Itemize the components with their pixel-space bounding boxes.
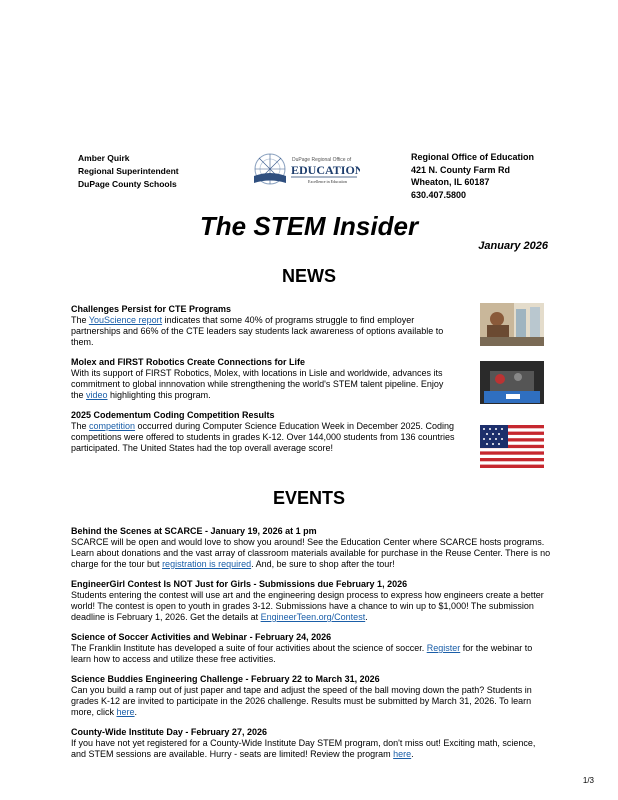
event-item [71,674,551,718]
news-item-text: The [71,421,90,431]
register-link[interactable]: Register [426,643,461,653]
news-item-text: The [71,315,89,325]
event-item-title: County-Wide Institute Day - February 27, 2026 [71,727,267,737]
logo-tagline: Excellence in Education [308,179,347,184]
superintendent-title: Regional Superintendent [78,166,179,176]
office-street: 421 N. County Farm Rd [411,164,511,175]
event-item-text: . [411,749,414,759]
news-item-body [71,368,457,401]
office-name: Regional Office of Education [411,152,535,162]
logo-top-text: DuPage Regional Office of [292,157,352,163]
superintendent-name: Amber Quirk [78,153,130,163]
office-address-block [411,151,534,201]
us-flag-photo [480,425,544,468]
office-city: Wheaton, IL 60187 [411,177,490,187]
news-item-text: indicates that some 40% of programs struggle to find employer partnerships and 66% of the CTE leaders say students lack awareness of options available to them. [71,315,444,347]
event-item-title: Science of Soccer Activities and Webinar - February 24, 2026 [71,632,332,642]
robot-photo [480,361,544,404]
news-item [71,357,457,401]
event-item-body [71,590,551,623]
superintendent-block [78,152,179,191]
engineerteen-link[interactable]: EngineerTeen.org/Contest [260,612,366,622]
event-item-text: SCARCE will be open and would love to show you around! See the Education Center where SCARCE hosts programs. Learn about donations and the vast array of classroom materials available for purchase in the Reuse Center. There is no charge for the tour but [71,537,551,569]
news-item-text: With its support of FIRST Robotics, Molex, with locations in Lisle and worldwide, advances its commitment to global innnovation while strengthening the world's STEM talent pipeline. Enjoy the [71,368,444,400]
news-item-title: Challenges Persist for CTE Programs [71,304,232,314]
event-item [71,526,551,570]
event-item-text: If you have not yet registered for a County-Wide Institute Day STEM program, don't miss out! Exciting math, science, and STEM sessions are available. Hurry - seats are limited! Review the program [71,738,536,759]
event-item [71,727,551,760]
event-item-text: The Franklin Institute has developed a suite of four activities about the science of soccer. [71,643,427,653]
district-name: DuPage County Schools [78,179,177,189]
news-item-title: Molex and FIRST Robotics Create Connections for Life [71,357,306,367]
event-item-text: Can you build a ramp out of just paper and tape and adjust the speed of the ball moving down the path? Students in grades K-12 are invited to participate in the 2026 challenge. Results must be submitted by March 31, 2026. To learn more, click [71,685,532,717]
event-item [71,579,551,623]
event-item-title: Behind the Scenes at SCARCE - January 19, 2026 at 1 pm [71,526,317,536]
event-item-body [71,738,551,760]
news-item-title: 2025 Codementum Coding Competition Results [71,410,275,420]
program-link[interactable]: here [393,749,412,759]
event-item-text: Students entering the contest will use art and the engineering design process to express how engineers create a better world! The contest is open to youth in grades 3-12. Submissions have a chance to win up to $1,000! The submission deadline is February 1, 2026. Get the details at [71,590,544,622]
news-item-body [71,421,457,454]
roe-logo [252,152,360,188]
event-item-text: for the webinar to learn how to access and utilize these free activities. [71,643,533,664]
event-item-text: . [365,612,368,622]
event-item-title: Science Buddies Engineering Challenge - February 22 to March 31, 2026 [71,674,380,684]
video-link[interactable]: video [86,390,108,400]
events-heading: EVENTS [272,488,346,508]
competition-link[interactable]: competition [89,421,136,431]
event-item-text: . And, be sure to shop after the tour! [251,559,395,569]
news-item-text: occurred during Computer Science Education Week in December 2025. Coding competitions were offered to students in grades K-12. Over 144,000 students from 136 countries participated. The United States had the top overall average score! [71,421,455,453]
page-number: 1/3 [582,776,594,785]
registration-link[interactable]: registration is required [162,559,252,569]
event-item-body [71,685,551,718]
newsletter-title: The STEM Insider [199,211,419,241]
youscience-report-link[interactable]: YouScience report [88,315,163,325]
event-item-text: . [134,707,138,717]
event-item-body [71,537,551,570]
news-item [71,304,457,348]
news-item-body [71,315,457,348]
news-item-text: highlighting this program. [107,390,211,400]
students-lab-photo [480,303,544,346]
roe-logo-graphic [252,152,360,188]
learn-more-link[interactable]: here [116,707,135,717]
event-item [71,632,551,665]
newsletter-date: January 2026 [478,240,548,252]
news-heading: NEWS [282,266,336,286]
news-item [71,410,457,454]
event-item-title: EngineerGirl Contest Is NOT Just for Girls - Submissions due February 1, 2026 [71,579,408,589]
office-phone: 630.407.5800 [411,189,467,200]
event-item-body [71,643,551,665]
logo-main-text: EDUCATION [291,163,360,177]
